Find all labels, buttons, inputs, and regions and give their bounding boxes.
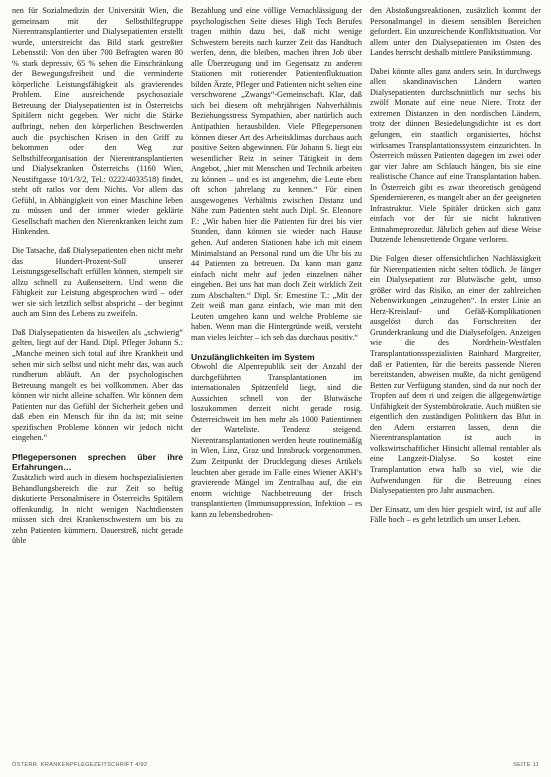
page-number: SEITE 11 [513, 762, 539, 768]
text-column-right [370, 6, 541, 534]
paragraph: Der Einsatz, um den hier gespielt wird, ist auf alle Fälle hoch – es geht letztlich um unser Leben. [370, 504, 541, 525]
text-column-middle [191, 6, 362, 528]
paragraph: Dabei könnte alles ganz anders sein. In durchwegs allen skandinavischen Ländern warten Dialysepatienten durchschnittlich nur sechs bis zwölf Monate auf eine neue Niere. Trotz der extremen Distanzen in den nordischen Ländern, trotz der dünnen Besiedelungsdichte ist es dort gelungen, ein staatlich organisiertes, höchst wirksames Transplantationssystem einzurichten. In Österreich müssen Patienten dagegen im zwei oder gar vier Jahre am Schlauch hängen, bis sie eine realistische Chance auf eine Transplantation haben. In Österreich gibt es zwar theoretisch genügend Spenderniereren, es mangelt aber an der geeigneten Infrastruktur. Viele Spitäler drücken sich ganz einfach vor der für sie nicht lukrativen Entnahmeprozedur. Jährlich gehen auf diese Weise Dutzende lebensrettende Organe verloren. [370, 66, 541, 245]
publication-name: ÖSTERR. KRANKENPFLEGEZEITSCHRIFT 4/92 [12, 762, 148, 768]
paragraph: den Abstoßungsreaktionen, zusätzlich kommt der Personalmangel in diesem sensiblen Bereichen gefordert. Ein unzureichende Konfliktsituation. Vor allem unter den Dialysepatienten im Osten des Landes herrscht deshalb mittlere Panikstimmung. [370, 6, 541, 58]
paragraph: Die Folgen dieser offensichtlichen Nachlässigkeit für Nierenpatienten nicht selten tödlich. Je länger ein Dialysepatient zur Blutwäsche geht, umso größer wird das Risiko, an einer der zahlreichen Nebenwirkungen „einzugehen“. In erster Linie an Herz-Kreislauf- und Gefäß-Komplikationen ausgelöst durch das Fortschreiten der Grunderkrankung und die Dialysefolgen. Anzeigen wie die des Nordrhein-Westfalen Transplantationsspezialisten Rainhard Margreiter, daß er Patienten, für die bereits passende Nieren bereitstanden, abweisen mußte, da nicht genügend Betten zur Verfügung standen, sind da nur noch der Tropfen auf dem ri und zeigen die allgegenwärtige Unfähigkeit der Systembürokratie. Auch müßten sie eigentlich den zuständigen Politikern das Blut in den Adern erstarren lassen, denn die Nierentransplantation ist auch in volkswirtschaftlicher Hinsicht allemal rentabler als eine Langzeit-Dialyse. So kostet eine Transplantation etwa halb so viel, wie die Aufwendungen für die Betreuung eines Dialysepatienten pro Jahr ausmachen. [370, 254, 541, 496]
section-heading: Pflegepersonen sprechen über ihre Erfahrungen… [12, 451, 183, 473]
text-column-left [12, 6, 183, 555]
paragraph: Die Tatsache, daß Dialysepatienten eben nicht mehr das Hundert-Prozent-Soll unserer Leistungsgesellschaft erfüllen können, stempelt sie allzu schnell zu Außenseitern. Und wenn die Fähigkeit zur Leistung abgesprochen wird – oder wer sie sich letztlich selbst abspricht – der beginnt auch am Sinn des Lebens zu zweifeln. [12, 246, 183, 319]
paragraph: nen für Sozialmedizin der Universität Wien, die gemeinsam mit der Selbsthilfegruppe Nierentransplantierter und Dialysepatienten erstellt wurde, unterstreicht das Bild stark gestreßter Lebensstil: Von den über 700 Befragten waren 80 % stark depressiv, 65 % sehen die Einschränkung der Bewegungsfreiheit und die verminderte körperliche Leistungsfähigkeit als gravierendes Problem. Eine ausreichende psychosoziale Betreuung der Dialysepatienten ist in Österreichs Spitälern nicht gegeben. Wer nicht die Stärke aufbringt, neben den körperlichen Beschwerden auch die psychischen Krisen in den Griff zu bekommen oder den Weg zur Selbsthilfeorganisation der Nierentransplantierten und Dialysekranken Österreichs (1160 Wien, Neustiftgasse 10/1/3/2, Tel.: 0222/4033518) findet, steht oft ratlos vor dem Nichts. Vor allem das Gefühl, in Abhängigkeit von einer Maschine leben zu müssen und der immer wieder geklärte Gesellschaft machen den Nierenkranken leicht zum Hinkenden. [12, 6, 183, 237]
paragraph: Bezahlung und eine völlige Vernachlässigung der psychologischen Seite dieses High Tech Berufes tragen mithin dazu bei, daß nicht wenige Schwestern bereits nach kurzer Zeit das Handtuch werfen, denn, die bleiben, machen ihren Job über alle Überzeugung und im Gegensatz zu anderen Stationen mit rotierender Patientenfluktuation bilden Ärzte, Pfleger und Patienten nicht selten eine verschworene „Zwangs“-Gemeinschaft. Klar, daß sich bei diesem oft mehrjährigen Nahverhältnis Beziehungsstress Sympathien, aber natürlich auch Antipathien herausbilden. Viele Pflegepersonen können dieser Art des Arbeitsklimas durchaus auch positive Seiten abgewinnen. Für Johann S. liegt ein wesentlicher Reiz in seiner Tätigkeit in dem Angebot, „hier mit Menschen und Technik arbeiten zu können – und es ist angenehm, die Leute eben oft schon jahrelang zu kennen.“ Für einen ausgewogenes Verhältnis zwischen Distanz und Nähe zum Patienten steht auch Dipl. Sr. Eleonore F.: „Wir haben hier die Patienten für drei bis vier Stunden, dann können sie wieder nach Hause gehen. Auf anderen Stationen habe ich mit einem Minimalstand an Personal rund um die Uhr bis zu 44 Patienten zu betreuen. Da kann man ganz einfach nicht mehr auf jeden einzelnen näher eingehen. Bei uns hat man doch Zeit wirklich Zeit zum Abschalten.“ Dipl. Sr. Ernestine T.: „Mit der Zeit weiß man ganz einfach, wie man mit den Leuten umgehen kann und welche Probleme sie haben. Wenn man die Hintergründe weiß, versteht man vieles leichter – ich seh das durchaus positiv.“ [191, 6, 362, 342]
paragraph: Obwohl die Alpenrepublik seit der Anzahl der durchgeführten Transplantationen im internationalen Spitzenfeld liegt, sind die Aussichten schnell von der Blutwäsche loszukommen derzeit nicht gerade rosig. Österreichweit im hen mehr als 1000 Patientinnen der Warteliste. Tendenz steigend. Nierentransplantationen werden heute routinemäßig in Wien, Linz, Graz und Innsbruck vorgenommen. Zum Zeitpunkt der Drucklegung dieses Artikels leuchten aber gerade im Falle eines Wiener AKH’s gravierende Mängel im Zentralbau auf, die ein enorm wichtige Nachbetreuung der frisch transplantierten (Immunsuppression, Infektion – es kann zu lebensbedrohen- [191, 362, 362, 519]
page-footer [12, 762, 539, 772]
section-heading: Unzulänglichkeiten im System [191, 351, 315, 362]
paragraph: Zusätzlich wird auch in diesem hochspezialisierten Behandlungsbereich die zur Zeit so heftig diskutierte Personalmisere in Österreichs Spitälern offenkundig. In nicht wenigen Nachtdiensten müssen sich drei Krankenschwestern um bis zu zehn Patienten kümmern. Dauerstreß, nicht gerade üble [12, 473, 183, 546]
paragraph: Daß Dialysepatienten da bisweilen als „schwierig“ gelten, liegt auf der Hand. Dipl. Pfleger Johann S.: „Manche meinen sich total auf ihre Krankheit und sehen mir sich selbst und nicht mehr das, was auch rundherum abläuft. An der psychologischen Betreuung mangelt es bei vollkommen. Aber das können wir nicht alleine schaffen. Wir können dem Patienten nur das Gefühl der Sicherheit geben und daß eben ein Mensch für ihn da ist; mit seine spezifischen Probleme können wir jedoch nicht eingehen.“ [12, 327, 183, 443]
